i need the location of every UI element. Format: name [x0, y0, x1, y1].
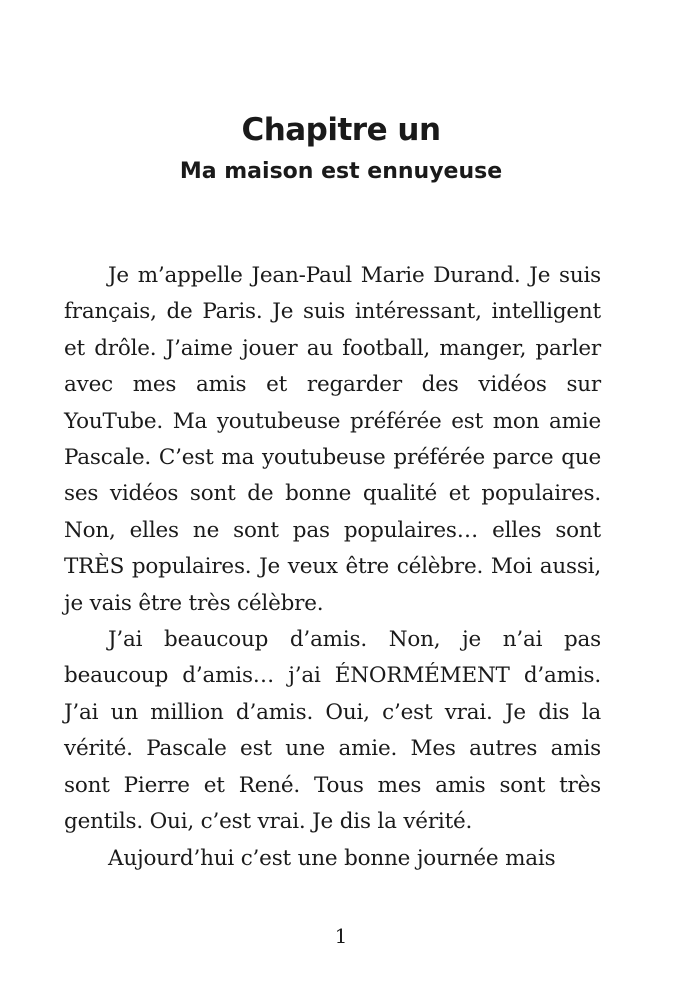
chapter-title: Chapitre un — [241, 112, 441, 148]
paragraph: J’ai beaucoup d’amis. Non, je n’ai pas beaucoup d’amis… j’ai ÉNORMÉMENT d’amis. J’ai un million d’amis. Oui, c’est vrai. Je dis la vérité. Pascale est une amie. Mes autres amis sont Pierre et René. Tous mes amis sont très gentils. Oui, c’est vrai. Je dis la vérité. — [64, 627, 601, 835]
paragraph: Je m’appelle Jean-Paul Marie Durand. Je suis français, de Paris. Je suis intéressant, intelligent et drôle. J’aime jouer au football, manger, parler avec mes amis et regarder des vidéos sur YouTube. Ma youtubeuse préférée est mon amie Pascale. C’est ma youtubeuse préférée parce que ses vidéos sont de bonne qualité et populaires. Non, elles ne sont pas populaires… elles sont TRÈS populaires. Je veux être célèbre. Moi aussi, je vais être très célèbre. — [64, 263, 601, 616]
chapter-body — [64, 258, 601, 877]
paragraph: Aujourd’hui c’est une bonne journée mais — [108, 845, 556, 871]
page-number: 1 — [334, 924, 348, 948]
chapter-subtitle: Ma maison est ennuyeuse — [179, 159, 503, 184]
